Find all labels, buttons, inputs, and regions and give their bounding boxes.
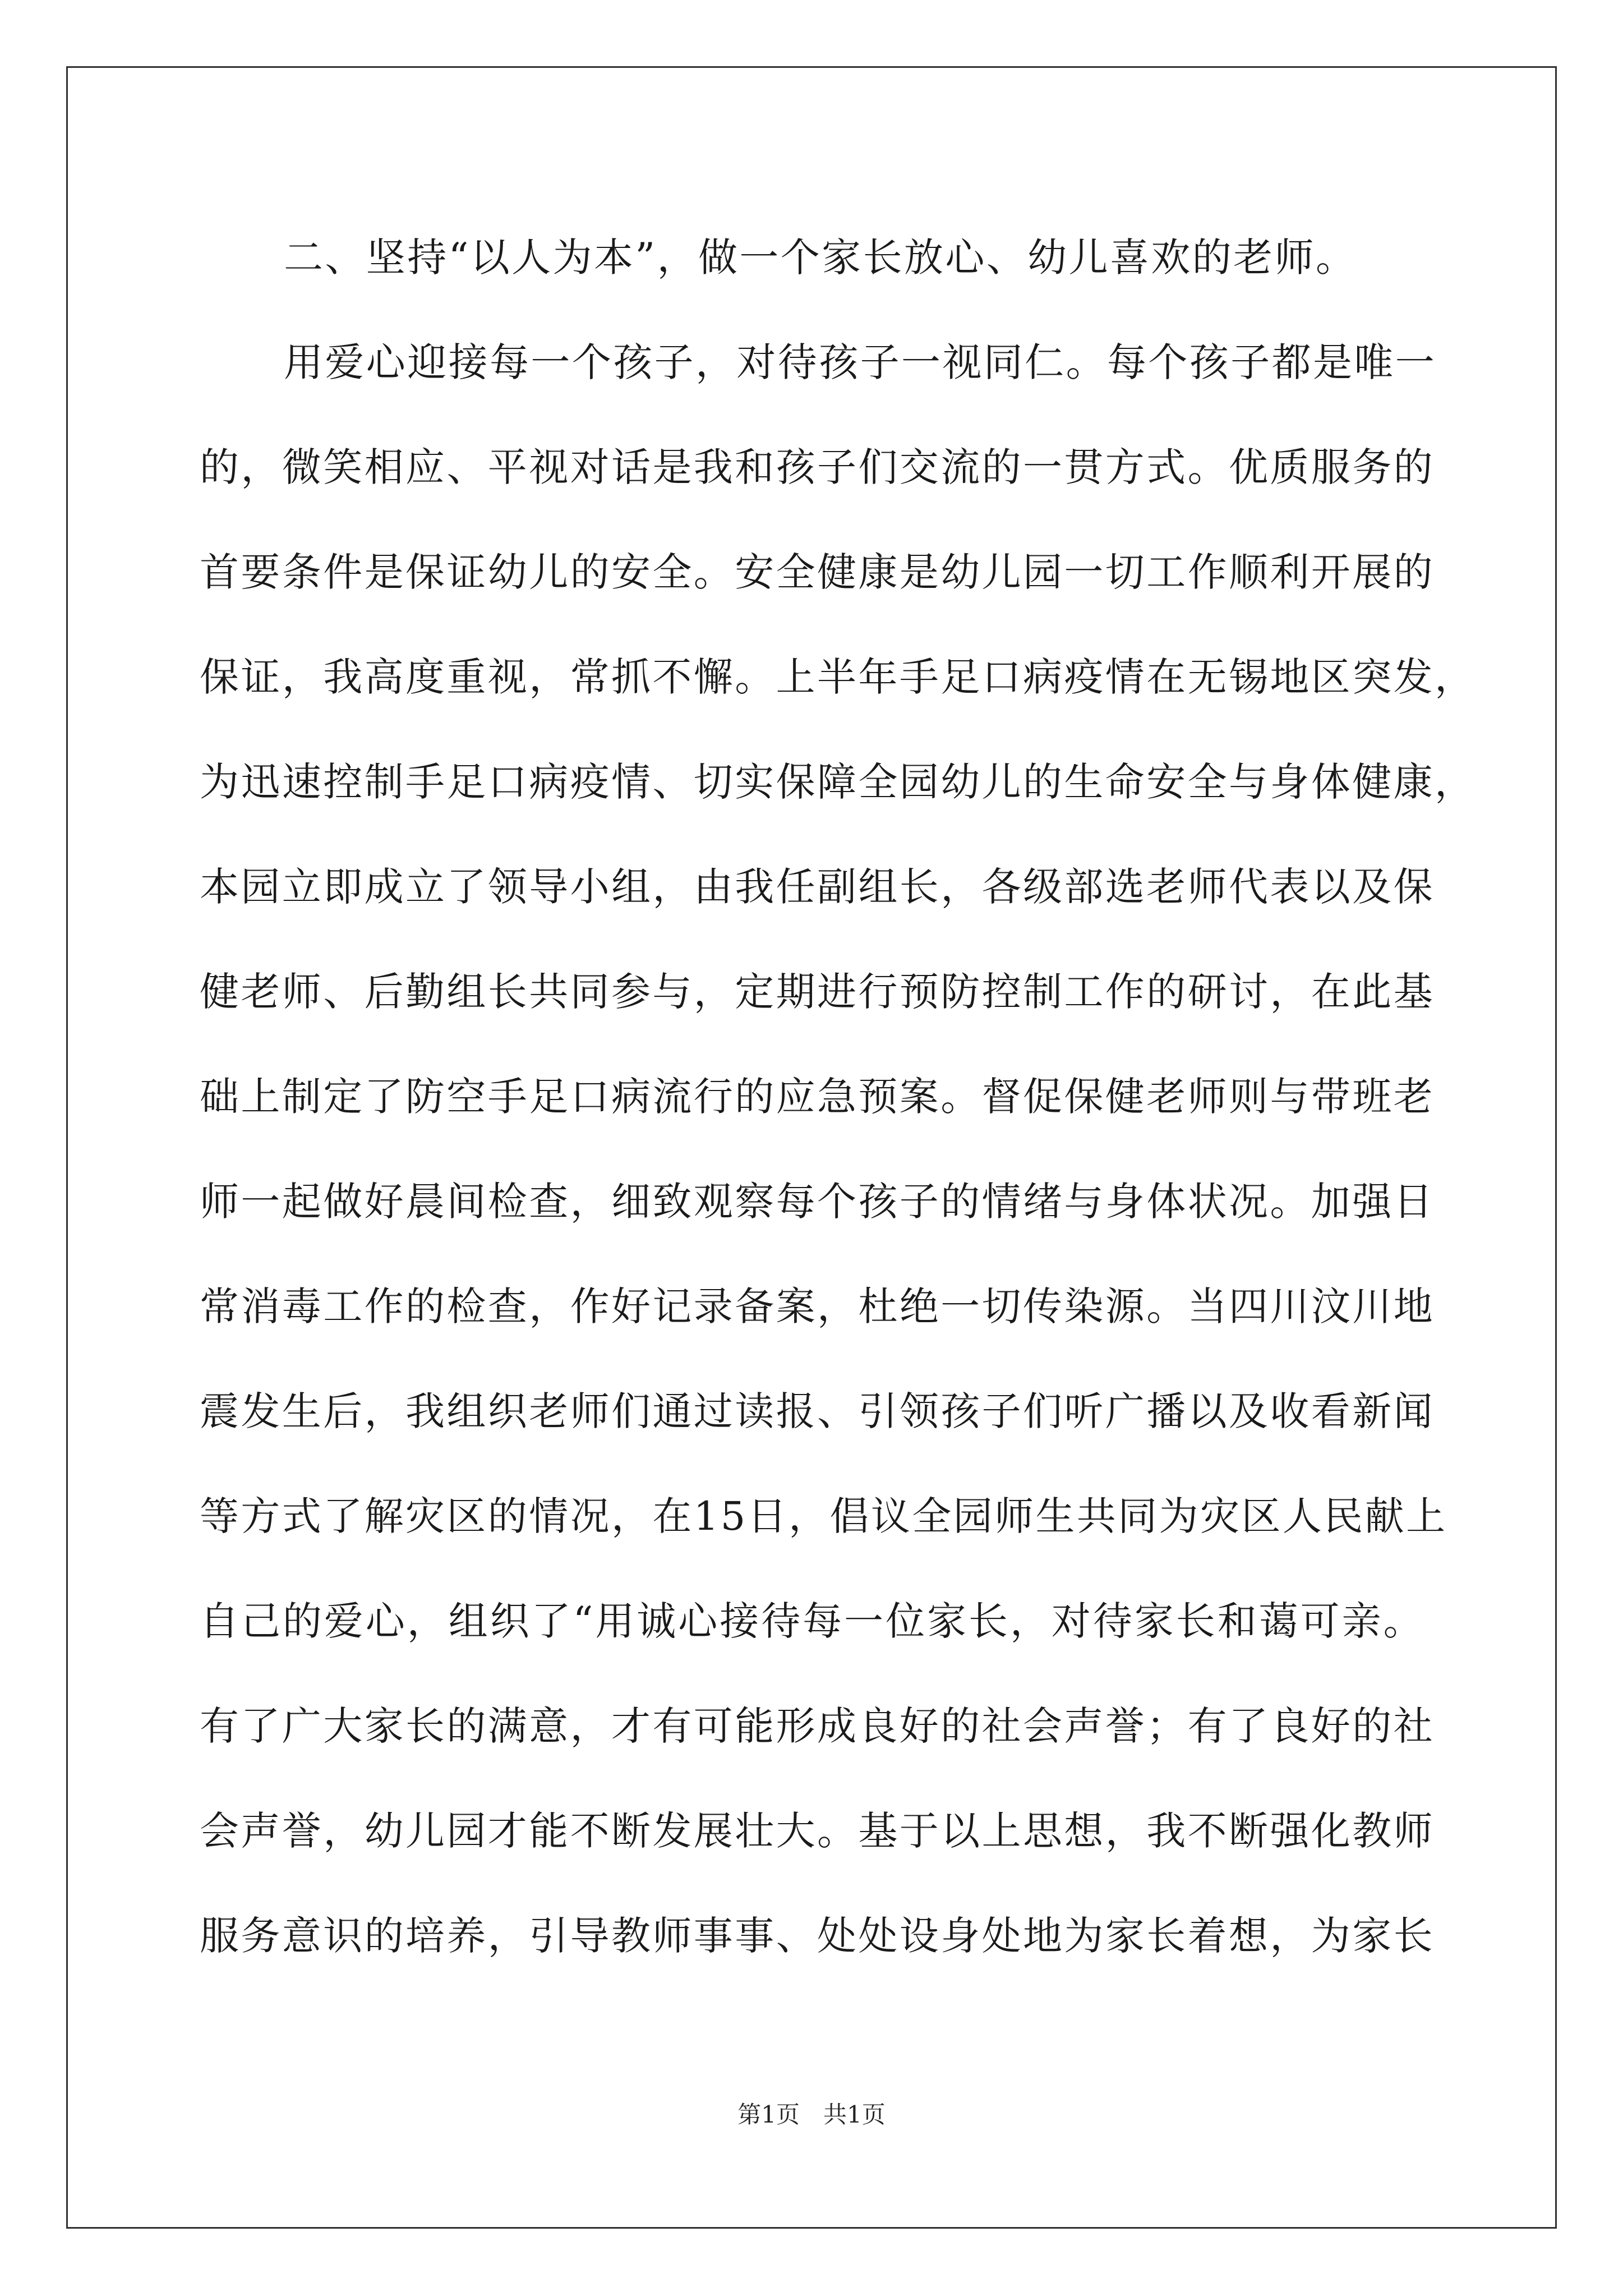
paragraph-line: 为迅速控制手足口病疫情、切实保障全园幼儿的生命安全与身体健康， xyxy=(200,759,1476,805)
paragraph-line: 震发生后，我组织老师们通过读报、引领孩子们听广播以及收看新闻 xyxy=(200,1388,1435,1434)
paragraph-line: 等方式了解灾区的情况，在15日，倡议全园师生共同为灾区人民献上 xyxy=(200,1493,1447,1539)
paragraph-line: 用爱心迎接每一个孩子，对待孩子一视同仁。每个孩子都是唯一 xyxy=(284,339,1437,385)
paragraph-line: 自己的爱心，组织了“用诚心接待每一位家长，对待家长和蔼可亲。 xyxy=(200,1598,1424,1644)
paragraph-line: 首要条件是保证幼儿的安全。安全健康是幼儿园一切工作顺利开展的 xyxy=(200,549,1435,595)
page-number-footer: 第1页 共1页 xyxy=(737,2101,886,2128)
paragraph-line: 服务意识的培养，引导教师事事、处处设身处地为家长着想，为家长 xyxy=(200,1913,1435,1959)
paragraph-line: 会声誉，幼儿园才能不断发展壮大。基于以上思想，我不断强化教师 xyxy=(200,1808,1435,1854)
paragraph-line: 健老师、后勤组长共同参与，定期进行预防控制工作的研讨，在此基 xyxy=(200,969,1435,1015)
paragraph-line: 常消毒工作的检查，作好记录备案，杜绝一切传染源。当四川汶川地 xyxy=(200,1283,1435,1329)
paragraph-line: 师一起做好晨间检查，细致观察每个孩子的情绪与身体状况。加强日 xyxy=(200,1179,1435,1225)
document-body xyxy=(200,205,1476,1989)
paragraph-line: 有了广大家长的满意，才有可能形成良好的社会声誉；有了良好的社 xyxy=(200,1703,1435,1749)
section-heading: 二、坚持“以人为本”，做一个家长放心、幼儿喜欢的老师。 xyxy=(284,234,1357,280)
paragraph-line: 础上制定了防空手足口病流行的应急预案。督促保健老师则与带班老 xyxy=(200,1074,1435,1120)
paragraph-line: 的，微笑相应、平视对话是我和孩子们交流的一贯方式。优质服务的 xyxy=(200,444,1435,490)
paragraph-line: 保证，我高度重视，常抓不懈。上半年手足口病疫情在无锡地区突发， xyxy=(200,654,1476,700)
paragraph-line: 本园立即成立了领导小组，由我任副组长，各级部选老师代表以及保 xyxy=(200,864,1435,910)
